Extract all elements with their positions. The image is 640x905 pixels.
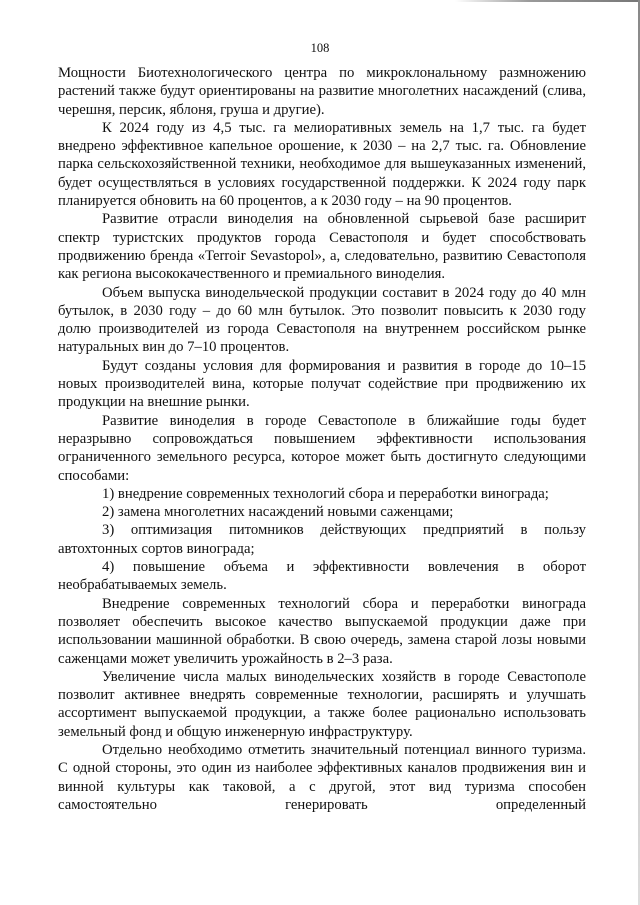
paragraph: Развитие виноделия в городе Севастополе в ближайшие годы будет неразрывно сопровождаться повышением эффективности использования ограниченного земельного ресурса, которое может быть достигнуто следующими способами: xyxy=(58,412,586,484)
paragraph: Мощности Биотехнологического центра по микроклональному размножению растений также будут ориентированы на развитие многолетних насаждений (слива, черешня, персик, яблоня, груша и другие). xyxy=(58,65,586,118)
list-item: 3) оптимизация питомников действующих предприятий в пользу автохтонных сортов винограда; xyxy=(58,522,586,557)
page-number: 108 xyxy=(310,41,330,55)
paragraph: Отдельно необходимо отметить значительный потенциал винного туризма. С одной стороны, это один из наиболее эффективных каналов продвижения вин и винной культуры как таковой, а с другой, этот вид туризма способен самостоятельно генерировать определенный xyxy=(58,741,586,813)
paragraph: Развитие отрасли виноделия на обновленной сырьевой базе расширит спектр туристских продуктов города Севастополя и будет способствовать продвижению бренда «Terroir Sevastopol», а, следовательно, развитию Севастополя как региона высококачественного и премиального виноделия. xyxy=(58,211,586,283)
list-item: 2) замена многолетних насаждений новыми саженцами; xyxy=(102,504,454,521)
list-item: 4) повышение объема и эффективности вовлечения в оборот необрабатываемых земель. xyxy=(58,559,586,594)
paragraph: Внедрение современных технологий сбора и переработки винограда позволяет обеспечить высокое качество выпускаемой продукции даже при использовании машинной обработки. В свою очередь, замена старой лозы новыми саженцами может увеличить урожайность в 2–3 раза. xyxy=(58,595,586,667)
paragraph: Объем выпуска винодельческой продукции составит в 2024 году до 40 млн бутылок, в 2030 году – до 60 млн бутылок. Это позволит повысить к 2030 году долю производителей из города Севастополя на внутреннем российском рынке натуральных вин до 7–10 процентов. xyxy=(58,284,586,356)
paragraph: Увеличение числа малых винодельческих хозяйств в городе Севастополе позволит активнее внедрять современные технологии, расширять и улучшать ассортимент выпускаемой продукции, а также более рационально использовать земельный фонд и общую инженерную инфраструктуру. xyxy=(58,668,586,740)
list-item: 1) внедрение современных технологий сбора и переработки винограда; xyxy=(102,485,549,502)
paragraph: Будут созданы условия для формирования и развития в городе до 10–15 новых производителей вина, которые получат содействие при продвижению их продукции на внешние рынки. xyxy=(58,357,586,411)
scan-edge-top xyxy=(455,0,640,2)
paragraph: К 2024 году из 4,5 тыс. га мелиоративных земель на 1,7 тыс. га будет внедрено эффективное капельное орошение, к 2030 – на 2,7 тыс. га. Обновление парка сельскохозяйственной техники, необходимое для вышеуказанных изменений, будет осуществляться в условиях государственной поддержки. К 2024 году парк планируется обновить на 60 процентов, а к 2030 году – на 90 процентов. xyxy=(58,119,586,210)
body-text xyxy=(58,64,586,814)
